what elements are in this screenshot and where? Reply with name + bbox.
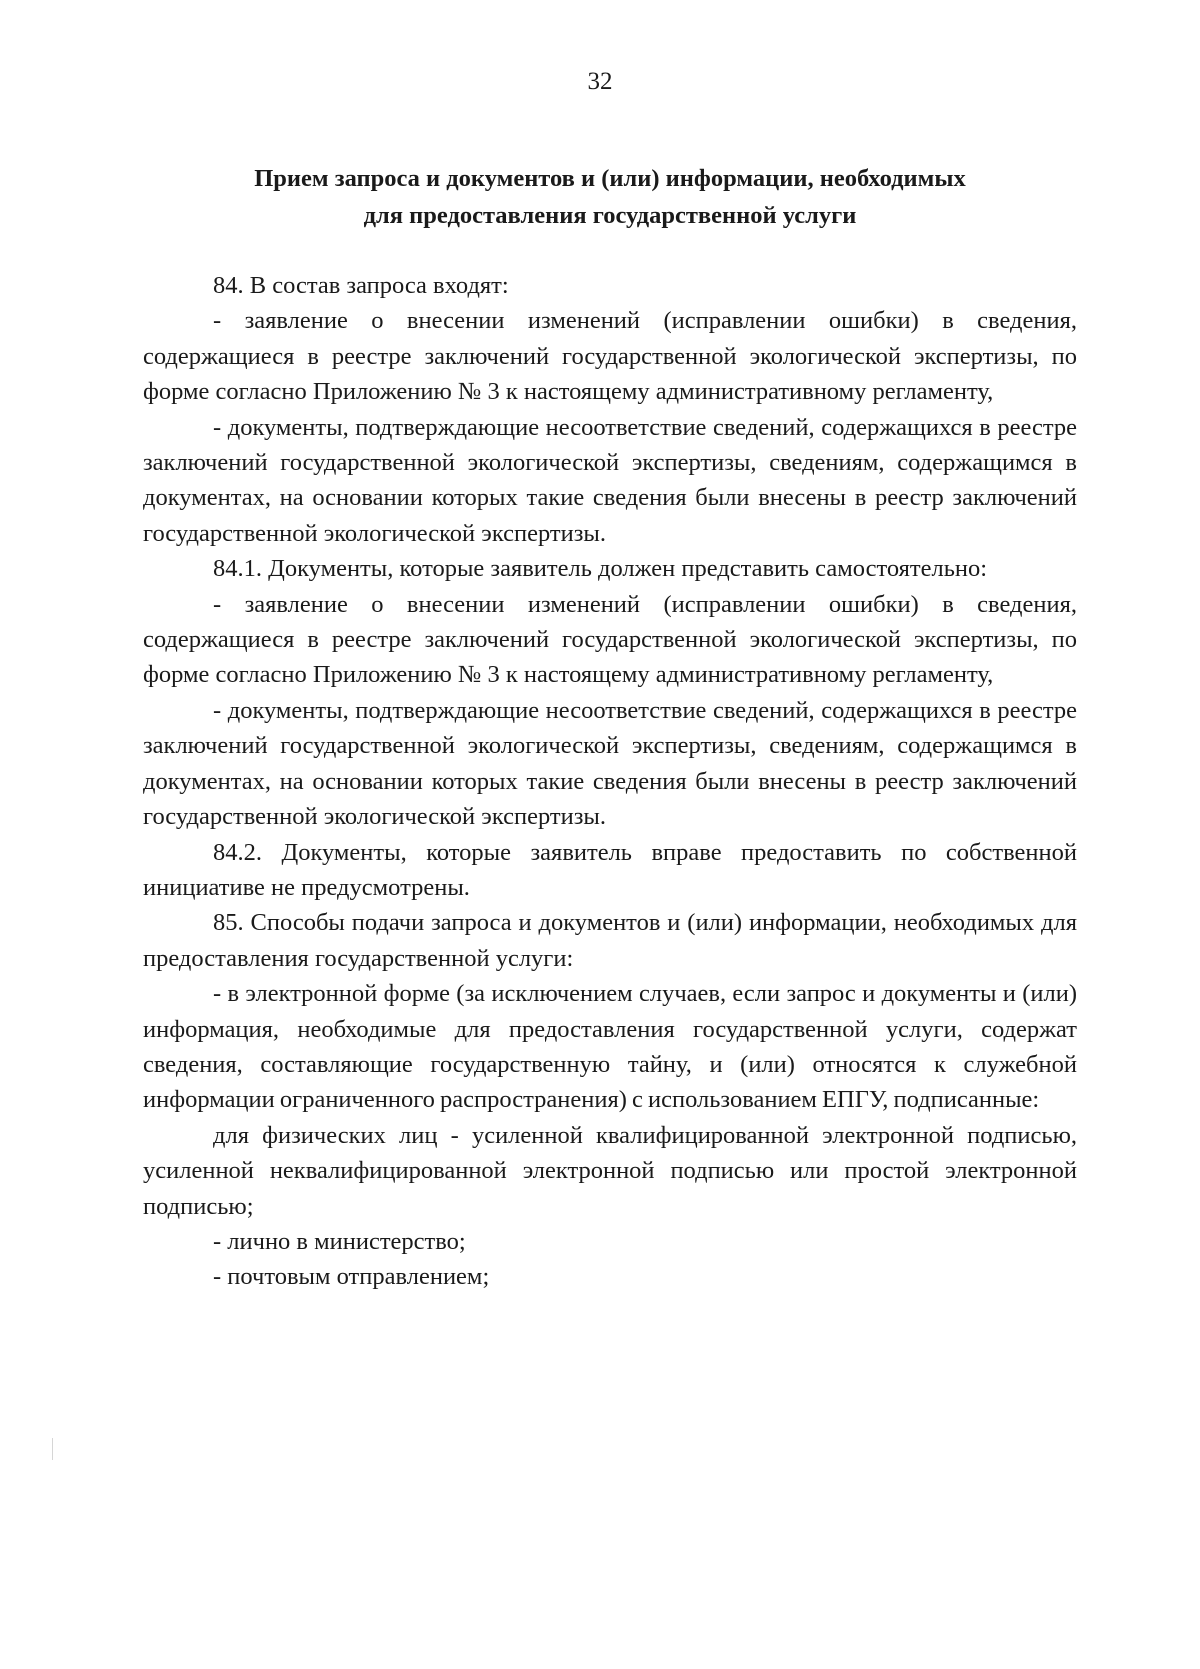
paragraph: - в электронной форме (за исключением случаев, если запрос и документы и (или) информация, необходимые для предоставления государственной услуги, содержат сведения, составляющие государственную тайну, и (или) относятся к служебной информации ограниченного распространения) с использованием ЕПГУ, подписанные:: [143, 980, 1077, 1114]
paragraph: для физических лиц - усиленной квалифицированной электронной подписью, усиленной неквалифицированной электронной подписью или простой электронной подписью;: [143, 1121, 1077, 1220]
paragraph: - заявление о внесении изменений (исправлении ошибки) в сведения, содержащиеся в реестре заключений государственной экологической экспертизы, по форме согласно Приложению № 3 к настоящему административному регламенту,: [143, 307, 1077, 406]
paragraph: 84.1. Документы, которые заявитель должен представить самостоятельно:: [213, 555, 988, 583]
paragraph: - заявление о внесении изменений (исправлении ошибки) в сведения, содержащиеся в реестре заключений государственной экологической экспертизы, по форме согласно Приложению № 3 к настоящему административному регламенту,: [143, 590, 1077, 689]
paragraph: - почтовым отправлением;: [213, 1263, 490, 1291]
paragraph: - документы, подтверждающие несоответствие сведений, содержащихся в реестре заключений государственной экологической экспертизы, сведениям, содержащимся в документах, на основании которых такие сведения были внесены в реестр заключений государственной экологической экспертизы.: [143, 696, 1077, 831]
page-number: 32: [587, 68, 613, 95]
document-body: [143, 268, 1077, 1295]
section-heading: [150, 160, 1070, 234]
paragraph: - лично в министерство;: [213, 1227, 466, 1255]
paragraph: 84. В состав запроса входят:: [213, 272, 509, 299]
scan-margin-mark: [52, 1438, 53, 1460]
paragraph: 85. Способы подачи запроса и документов и (или) информации, необходимых для предоставления государственной услуги:: [143, 909, 1077, 972]
paragraph: - документы, подтверждающие несоответствие сведений, содержащихся в реестре заключений государственной экологической экспертизы, сведениям, содержащимся в документах, на основании которых такие сведения были внесены в реестр заключений государственной экологической экспертизы.: [143, 413, 1077, 547]
heading-line-2: для предоставления государственной услуги: [363, 202, 857, 229]
paragraph: 84.2. Документы, которые заявитель вправе предоставить по собственной инициативе не предусмотрены.: [143, 838, 1077, 901]
heading-line-1: Прием запроса и документов и (или) информации, необходимых: [254, 165, 966, 192]
